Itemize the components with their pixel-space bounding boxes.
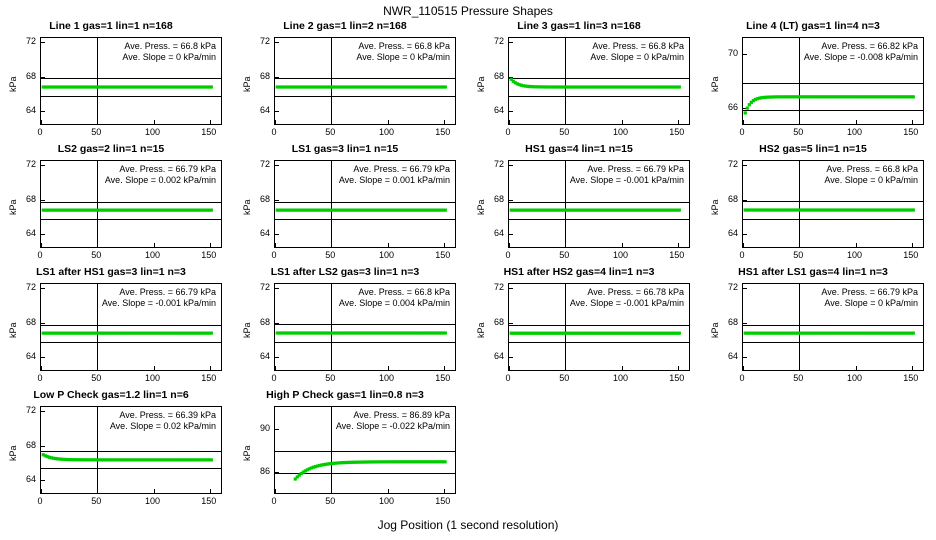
chart-panel [234, 389, 468, 512]
panel-annotation [60, 164, 216, 186]
panel-grid [0, 20, 936, 520]
y-tick-label: 72 [25, 159, 36, 170]
panel-annotation [294, 41, 450, 63]
y-tick-label: 72 [493, 159, 504, 170]
x-tick-label: 0 [739, 373, 745, 383]
annotation-average-pressure: Ave. Press. = 66.8 kPa [826, 164, 918, 174]
chart-panel [0, 389, 234, 512]
annotation-average-pressure: Ave. Press. = 66.8 kPa [358, 41, 450, 51]
annotation-average-slope: Ave. Slope = -0.008 kPa/min [803, 52, 918, 62]
x-tick-label: 150 [435, 496, 451, 506]
y-tick-label: 64 [727, 228, 738, 239]
x-tick-label: 50 [559, 250, 570, 260]
panel-title: Low P Check gas=1.2 lin=1 n=6 [33, 389, 189, 401]
annotation-average-slope: Ave. Slope = -0.022 kPa/min [335, 421, 450, 431]
chart-panel [234, 143, 468, 266]
y-tick-label: 64 [493, 351, 504, 362]
x-tick-label: 50 [91, 127, 102, 137]
y-tick-label: 64 [493, 105, 504, 116]
y-tick-label: 64 [259, 351, 270, 362]
x-tick-label: 50 [793, 127, 804, 137]
y-tick-label: 68 [259, 316, 270, 327]
annotation-average-slope: Ave. Slope = 0.002 kPa/min [104, 175, 216, 185]
panel-title: Line 2 gas=1 lin=2 n=168 [283, 20, 407, 32]
panel-title: Line 4 (LT) gas=1 lin=4 n=3 [746, 20, 880, 32]
x-tick-label: 100 [378, 373, 395, 383]
panel-annotation [528, 287, 684, 309]
y-tick-label: 64 [727, 351, 738, 362]
x-tick-label: 150 [201, 496, 217, 506]
annotation-average-slope: Ave. Slope = 0 kPa/min [824, 175, 918, 185]
panel-annotation [762, 164, 918, 186]
chart-panel [234, 20, 468, 143]
x-tick-label: 100 [144, 127, 161, 137]
y-tick-label: 68 [727, 316, 738, 327]
y-tick-label: 72 [493, 36, 504, 47]
x-tick-label: 100 [846, 250, 863, 260]
chart-panel [0, 20, 234, 143]
panel-annotation [60, 287, 216, 309]
x-tick-label: 100 [378, 496, 395, 506]
annotation-average-pressure: Ave. Press. = 86.89 kPa [353, 410, 450, 420]
y-tick-label: 68 [727, 193, 738, 204]
annotation-average-pressure: Ave. Press. = 66.8 kPa [124, 41, 216, 51]
panel-title: LS1 gas=3 lin=1 n=15 [291, 143, 399, 155]
x-tick-label: 50 [91, 496, 102, 506]
x-tick-label: 150 [435, 127, 451, 137]
x-tick-label: 0 [37, 250, 43, 260]
x-tick-label: 100 [144, 250, 161, 260]
y-axis-label: kPa [242, 445, 252, 461]
chart-panel [702, 266, 936, 389]
x-tick-label: 50 [91, 250, 102, 260]
x-tick-label: 50 [793, 373, 804, 383]
y-tick-label: 66 [727, 101, 738, 112]
y-tick-label: 70 [727, 48, 738, 59]
y-tick-label: 68 [25, 316, 36, 327]
y-tick-label: 72 [259, 282, 270, 293]
x-tick-label: 100 [144, 373, 161, 383]
panel-annotation [60, 410, 216, 432]
chart-panel [0, 143, 234, 266]
x-tick-label: 0 [739, 250, 745, 260]
x-tick-label: 0 [739, 127, 745, 137]
x-tick-label: 0 [271, 373, 277, 383]
y-tick-label: 64 [25, 351, 36, 362]
annotation-average-pressure: Ave. Press. = 66.78 kPa [587, 287, 684, 297]
x-tick-label: 150 [903, 127, 919, 137]
y-axis-label: kPa [710, 199, 720, 215]
y-tick-label: 72 [493, 282, 504, 293]
chart-title: NWR_110515 Pressure Shapes [383, 4, 553, 18]
annotation-average-pressure: Ave. Press. = 66.79 kPa [119, 287, 216, 297]
x-tick-label: 50 [559, 373, 570, 383]
y-axis-label: kPa [8, 445, 18, 461]
x-tick-label: 0 [37, 127, 43, 137]
panel-title: LS1 after LS2 gas=3 lin=1 n=3 [270, 266, 420, 278]
chart-panel [702, 143, 936, 266]
annotation-average-pressure: Ave. Press. = 66.79 kPa [119, 164, 216, 174]
y-tick-label: 90 [259, 422, 270, 433]
y-tick-label: 72 [259, 159, 270, 170]
panel-title: LS1 after HS1 gas=3 lin=1 n=3 [36, 266, 186, 278]
x-tick-label: 50 [91, 373, 102, 383]
annotation-average-slope: Ave. Slope = -0.001 kPa/min [569, 175, 684, 185]
panel-annotation [60, 41, 216, 63]
panel-annotation [294, 164, 450, 186]
y-axis-label: kPa [476, 322, 486, 338]
y-tick-label: 68 [25, 193, 36, 204]
x-tick-label: 150 [201, 373, 217, 383]
annotation-average-pressure: Ave. Press. = 66.79 kPa [587, 164, 684, 174]
annotation-average-slope: Ave. Slope = 0.001 kPa/min [338, 175, 450, 185]
y-axis-label: kPa [8, 322, 18, 338]
x-tick-label: 0 [271, 496, 277, 506]
annotation-average-pressure: Ave. Press. = 66.39 kPa [119, 410, 216, 420]
x-tick-label: 150 [669, 127, 685, 137]
panel-annotation [528, 41, 684, 63]
y-tick-label: 72 [25, 282, 36, 293]
x-tick-label: 100 [378, 250, 395, 260]
panel-annotation [294, 410, 450, 432]
annotation-average-slope: Ave. Slope = 0 kPa/min [824, 298, 918, 308]
y-tick-label: 68 [259, 193, 270, 204]
panel-annotation [762, 41, 918, 63]
x-axis-label: Jog Position (1 second resolution) [377, 518, 559, 532]
panel-title: HS1 gas=4 lin=1 n=15 [525, 143, 633, 155]
panel-title: HS1 after HS2 gas=4 lin=1 n=3 [503, 266, 655, 278]
x-tick-label: 0 [271, 127, 277, 137]
y-tick-label: 64 [259, 228, 270, 239]
x-tick-label: 100 [144, 496, 161, 506]
x-tick-label: 0 [505, 250, 511, 260]
chart-panel [234, 266, 468, 389]
x-tick-label: 50 [325, 373, 336, 383]
x-tick-label: 100 [612, 373, 629, 383]
x-tick-label: 150 [903, 373, 919, 383]
annotation-average-slope: Ave. Slope = 0.004 kPa/min [338, 298, 450, 308]
y-axis-label: kPa [8, 199, 18, 215]
y-tick-label: 68 [493, 193, 504, 204]
y-tick-label: 68 [493, 70, 504, 81]
annotation-average-slope: Ave. Slope = -0.001 kPa/min [101, 298, 216, 308]
y-tick-label: 68 [493, 316, 504, 327]
chart-panel [702, 20, 936, 143]
annotation-average-pressure: Ave. Press. = 66.79 kPa [821, 287, 918, 297]
x-tick-label: 100 [378, 127, 395, 137]
y-tick-label: 72 [25, 36, 36, 47]
y-axis-label: kPa [242, 199, 252, 215]
x-tick-label: 50 [559, 127, 570, 137]
annotation-average-slope: Ave. Slope = -0.001 kPa/min [569, 298, 684, 308]
y-axis-label: kPa [8, 76, 18, 92]
x-tick-label: 0 [37, 373, 43, 383]
y-tick-label: 68 [25, 70, 36, 81]
y-tick-label: 64 [493, 228, 504, 239]
x-tick-label: 150 [435, 373, 451, 383]
x-tick-label: 100 [612, 250, 629, 260]
y-tick-label: 72 [727, 282, 738, 293]
annotation-average-slope: Ave. Slope = 0 kPa/min [590, 52, 684, 62]
x-tick-label: 50 [325, 496, 336, 506]
chart-panel [468, 20, 702, 143]
y-tick-label: 72 [25, 405, 36, 416]
x-tick-label: 150 [201, 250, 217, 260]
annotation-average-slope: Ave. Slope = 0 kPa/min [122, 52, 216, 62]
chart-panel [468, 143, 702, 266]
panel-annotation [294, 287, 450, 309]
panel-title: HS1 after LS1 gas=4 lin=1 n=3 [738, 266, 888, 278]
y-axis-label: kPa [242, 322, 252, 338]
annotation-average-pressure: Ave. Press. = 66.8 kPa [358, 287, 450, 297]
y-tick-label: 86 [259, 465, 270, 476]
annotation-average-slope: Ave. Slope = 0 kPa/min [356, 52, 450, 62]
x-tick-label: 150 [903, 250, 919, 260]
x-tick-label: 50 [793, 250, 804, 260]
y-tick-label: 64 [259, 105, 270, 116]
panel-title: High P Check gas=1 lin=0.8 n=3 [266, 389, 424, 401]
y-tick-label: 64 [25, 474, 36, 485]
x-tick-label: 100 [846, 127, 863, 137]
x-tick-label: 150 [435, 250, 451, 260]
x-tick-label: 100 [846, 373, 863, 383]
annotation-average-pressure: Ave. Press. = 66.82 kPa [821, 41, 918, 51]
panel-title: HS2 gas=5 lin=1 n=15 [759, 143, 867, 155]
panel-title: Line 1 gas=1 lin=1 n=168 [49, 20, 173, 32]
x-tick-label: 0 [505, 127, 511, 137]
chart-panel [468, 266, 702, 389]
x-tick-label: 150 [669, 250, 685, 260]
x-tick-label: 50 [325, 250, 336, 260]
x-tick-label: 50 [325, 127, 336, 137]
x-tick-label: 0 [505, 373, 511, 383]
y-tick-label: 72 [259, 36, 270, 47]
y-axis-label: kPa [242, 76, 252, 92]
y-tick-label: 64 [25, 105, 36, 116]
x-tick-label: 0 [271, 250, 277, 260]
annotation-average-pressure: Ave. Press. = 66.8 kPa [592, 41, 684, 51]
panel-annotation [762, 287, 918, 309]
x-tick-label: 150 [201, 127, 217, 137]
y-tick-label: 72 [727, 159, 738, 170]
panel-annotation [528, 164, 684, 186]
annotation-average-slope: Ave. Slope = 0.02 kPa/min [109, 421, 216, 431]
annotation-average-pressure: Ave. Press. = 66.79 kPa [353, 164, 450, 174]
chart-panel [0, 266, 234, 389]
panel-title: LS2 gas=2 lin=1 n=15 [57, 143, 165, 155]
x-tick-label: 0 [37, 496, 43, 506]
panel-title: Line 3 gas=1 lin=3 n=168 [517, 20, 641, 32]
y-axis-label: kPa [476, 199, 486, 215]
y-tick-label: 68 [25, 439, 36, 450]
x-tick-label: 150 [669, 373, 685, 383]
x-tick-label: 100 [612, 127, 629, 137]
y-tick-label: 64 [25, 228, 36, 239]
y-tick-label: 68 [259, 70, 270, 81]
y-axis-label: kPa [710, 322, 720, 338]
y-axis-label: kPa [476, 76, 486, 92]
y-axis-label: kPa [710, 76, 720, 92]
